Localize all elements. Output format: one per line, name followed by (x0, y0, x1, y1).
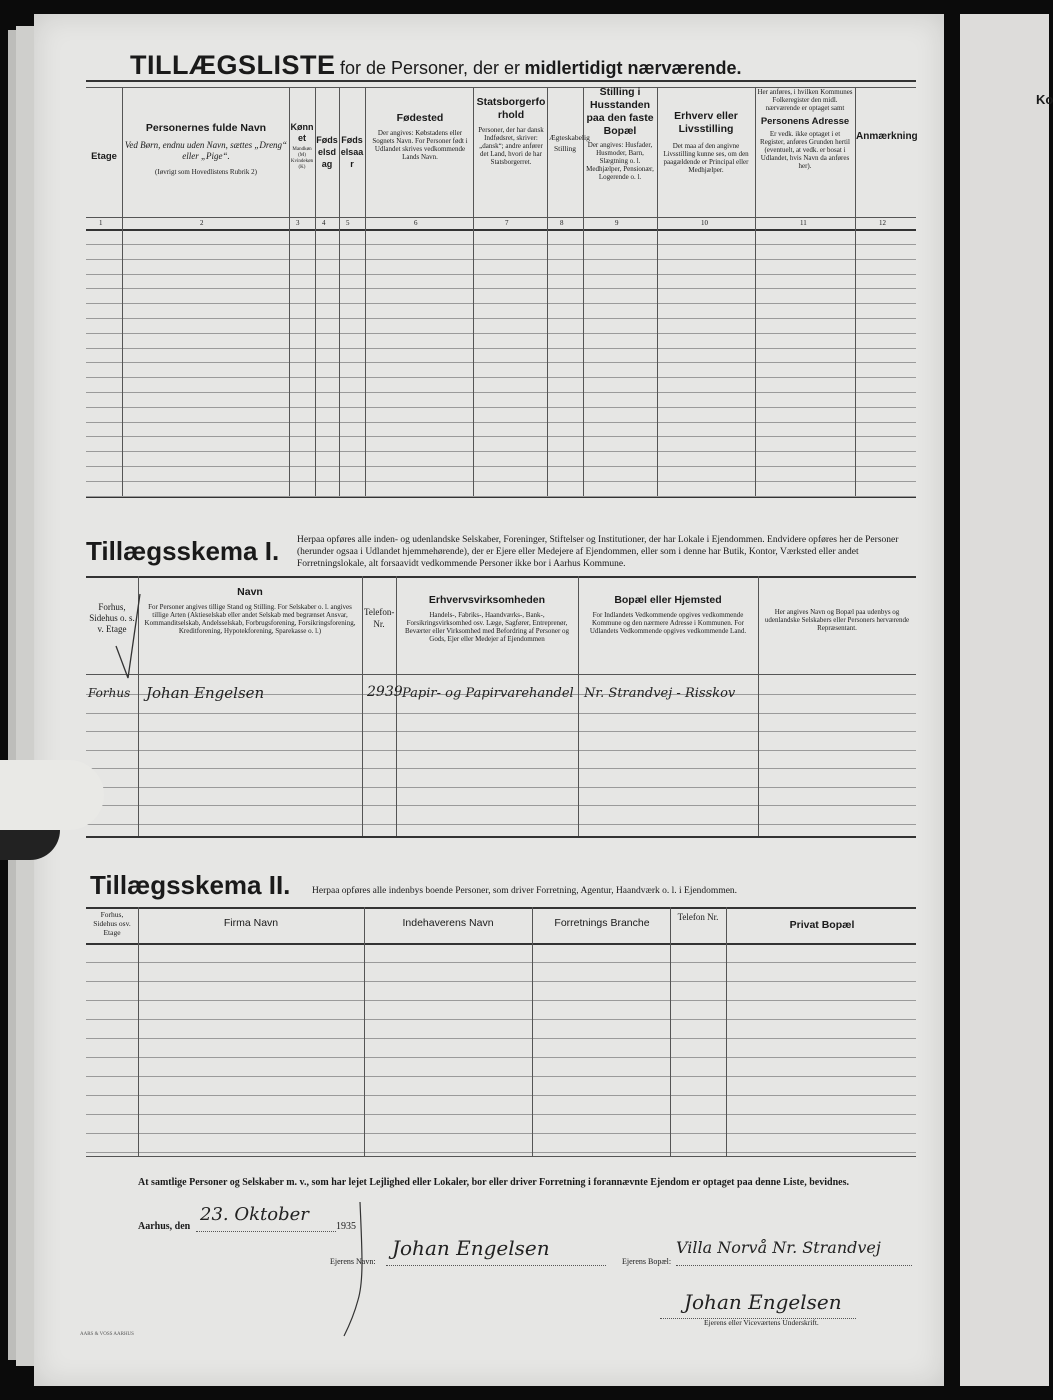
skema1-row-erhverv: Papir- og Papirvarehandel (402, 686, 574, 701)
skema1-col-navn-title: Navn (237, 586, 263, 598)
main-ruled-row (86, 259, 916, 260)
col-husstand-title: Stilling i Husstanden paa den faste Bopæl (586, 86, 654, 137)
skema2-top-rule (86, 907, 916, 909)
footer-date-hand: 23. Oktober (200, 1204, 309, 1225)
footer-owner-name-line (386, 1265, 606, 1266)
col-statsborger-desc: Personer, der har dansk Indfødsret, skriver: „dansk“; andre anfører det Land, hvori de har Statsborgerret. (478, 126, 544, 166)
skema1-col-bopael (580, 594, 756, 635)
col-adresse-header (757, 88, 853, 170)
col-erhverv-desc: Det maa af den angivne Livsstilling kunne ses, om den paagældende er Principal eller Medhjælper. (663, 142, 749, 174)
column-number: 7 (505, 219, 509, 227)
column-number: 3 (296, 219, 300, 227)
skema1-col-erhverv (398, 594, 576, 643)
skema1-row-telefon: 2939 (367, 684, 403, 700)
footer-signature-hand: Johan Engelsen (684, 1290, 842, 1314)
col-navn-title: Personernes fulde Navn (145, 122, 267, 134)
col-navn-desc2: (Iøvrigt som Hovedlistens Rubrik 2) (155, 168, 257, 176)
skema1-col-bopael-title: Bopæl eller Hjemsted (614, 594, 722, 606)
skema2-bottom-rule (86, 1156, 916, 1157)
skema1-column-divider (758, 576, 759, 836)
skema2-ruled-row (86, 1038, 916, 1039)
next-page-fragment: Ko (1036, 92, 1053, 107)
main-ruled-row (86, 362, 916, 363)
skema1-col-navn (140, 586, 360, 635)
main-ruled-row (86, 303, 916, 304)
printer-mark: AARS & VOSS AARHUS (80, 1332, 134, 1337)
skema1-ruled-row (86, 787, 916, 788)
skema2-col-etage: Forhus, Sidehus osv. Etage (93, 910, 131, 937)
skema1-column-divider (396, 576, 397, 836)
main-column-divider (122, 87, 123, 496)
main-ruled-row (86, 377, 916, 378)
main-ruled-row (86, 348, 916, 349)
column-number: 6 (414, 219, 418, 227)
skema2-title: Tillægsskema II. (90, 870, 291, 900)
main-ruled-row (86, 481, 916, 482)
col-fodested-title: Fødested (396, 112, 444, 124)
col-anmaerkning-header: Anmærkning (856, 131, 918, 142)
skema1-ruled-row (86, 768, 916, 769)
footer-owner-name-hand: Johan Engelsen (392, 1236, 550, 1260)
skema1-desc: Herpaa opføres alle inden- og udenlandske Selskaber, Foreninger, Stiftelser og Institutioner, der har Lokale i Ejendommen. Endvidere opføres her de Personer (herunder ogsaa i Udlandet hjemmehørende), der er Ejere eller Medejere af Ejendommen, eller som i denne har Butik, Kontor, Værksted eller andet Forretningslokale, alt forsaavidt vedkommende Personer ikke bor i Aarhus Kommune. (297, 535, 899, 569)
page-stack-edge-inner (16, 26, 34, 1366)
col-kon-desc: Mandkøn (M) Kvindekøn (K) (290, 147, 314, 170)
col-navn-desc: Ved Børn, endnu uden Navn, sættes „Dreng“ eller „Pige“. (124, 140, 288, 161)
skema2-ruled-row (86, 1133, 916, 1134)
col-fodselsdag-header: Fødselsdag (316, 135, 338, 169)
skema1-col-navn-desc: For Personer angives tillige Stand og Stilling. For Selskaber o. l. angives tillige Arten (Aktieselskab eller andet Selskab med begrænset Ansvar, Kommanditselskab, Andelsselskab, Forbrugsforening, Forsikringsforening, Kreditforening, Hypotekforening, Sparekasse o. l.) (144, 603, 356, 635)
skema2-ruled-row (86, 1095, 916, 1096)
skema1-col-repr-desc: Her angives Navn og Bopæl paa udenbys og udenlandske Selskabers eller Personers herværende Repræsentant. (764, 608, 910, 632)
skema2-ruled-row (86, 1019, 916, 1020)
col-aegteskab-header: Ægteskabelig Stilling (549, 133, 590, 153)
col-fodselsaar-header: Fødselsaar (340, 135, 364, 169)
footer-place: Aarhus, den (138, 1221, 191, 1232)
col-statsborger-header (476, 96, 546, 166)
skema2-col-firma: Firma Navn (223, 917, 279, 929)
skema2-col-indehaver: Indehaverens Navn (402, 917, 494, 929)
footer-owner-addr-line (676, 1265, 912, 1266)
footer-owner-addr-label: Ejerens Bopæl: (622, 1257, 672, 1266)
skema2-ruled-row (86, 981, 916, 982)
thumb-holding-page (0, 760, 104, 830)
skema1-ruled-row (86, 824, 916, 825)
skema2-col-branche: Forretnings Branche (554, 917, 650, 929)
skema2-column-divider (138, 907, 139, 1156)
col-fodested-header (368, 112, 472, 161)
footer-year: 1935 (336, 1221, 356, 1232)
skema2-ruled-row (86, 1114, 916, 1115)
skema1-bottom-rule (86, 836, 916, 838)
skema1-ruled-row (86, 731, 916, 732)
skema2-column-divider (532, 907, 533, 1156)
col-kon-header (290, 122, 314, 171)
main-title (130, 50, 742, 81)
footer-signature-label: Ejerens eller Viceværtens Underskrift. (704, 1318, 819, 1327)
skema1-col-erhverv-desc: Handels-, Fabriks-, Haandværks-, Bank-, Forsikringsvirksomhed osv. Læge, Sagfører, Entreprenør, Beværter eller Virksomhed med Befordring af Personer og Gods, Ejer eller Medejer af Ejendommen (404, 611, 570, 643)
column-number: 5 (346, 219, 350, 227)
main-ruled-row (86, 436, 916, 437)
skema2-desc: Herpaa opføres alle indenbys boende Personer, som driver Forretning, Agentur, Haandværk o. l. i Ejendommen. (312, 886, 738, 896)
skema1-column-divider (362, 576, 363, 836)
skema2-ruled-row (86, 1000, 916, 1001)
column-number: 1 (99, 219, 103, 227)
skema1-title: Tillægsskema I. (86, 536, 280, 566)
main-column-divider (547, 87, 548, 496)
main-title-bold: midlertidigt nærværende. (524, 58, 742, 78)
skema2-ruled-row (86, 1057, 916, 1058)
main-table-number-rule (86, 229, 916, 231)
main-ruled-row (86, 466, 916, 467)
col-fodested-desc: Der angives: Købstadens eller Sognets Navn. For Personer født i Udlandet skrives vedkommende Lands Navn. (372, 129, 468, 161)
column-number: 8 (560, 219, 564, 227)
skema2-header-rule (86, 943, 916, 945)
skema1-col-erhverv-title: Erhvervsvirksomheden (428, 594, 546, 606)
skema2-col-bopael: Privat Bopæl (789, 919, 855, 931)
col-navn-header (124, 122, 288, 176)
skema1-header-rule (86, 674, 916, 675)
col-adresse-title: Personens Adresse (760, 116, 850, 127)
main-table-top-rule (86, 80, 916, 82)
main-title-caps: TILLÆGSLISTE (130, 50, 336, 80)
skema1-ruled-row (86, 713, 916, 714)
main-table-header-rule (86, 217, 916, 218)
col-kon-title: Kønnet (290, 122, 314, 143)
skema2-col-telefon: Telefon Nr. (677, 912, 719, 922)
footer-owner-addr-hand: Villa Norvå Nr. Strandvej (676, 1238, 881, 1257)
skema1-col-etage: Forhus, Sidehus o. s. v. Etage (89, 602, 135, 634)
check-mark-icon (112, 586, 152, 696)
next-page-edge (960, 14, 1049, 1386)
main-ruled-row (86, 274, 916, 275)
main-title-rest: for de Personer, der er (339, 58, 521, 78)
col-statsborger-title: Statsborgerforhold (476, 96, 546, 121)
col-erhverv-header (660, 110, 752, 174)
main-ruled-row (86, 407, 916, 408)
main-ruled-row (86, 333, 916, 334)
main-ruled-row (86, 392, 916, 393)
skema1-col-repraesentant (762, 608, 912, 632)
skema1-ruled-row (86, 750, 916, 751)
main-column-divider (855, 87, 856, 496)
skema2-ruled-row (86, 1076, 916, 1077)
column-number: 9 (615, 219, 619, 227)
footer-statement: At samtlige Personer og Selskaber m. v., som har lejet Lejlighed eller Lokaler, bor eller driver Forretning i forannævnte Ejendom er optaget paa denne Liste, bevidnes. (138, 1177, 849, 1188)
skema2-ruled-row (86, 962, 916, 963)
main-ruled-row (86, 288, 916, 289)
column-number: 12 (879, 219, 886, 227)
column-number: 2 (200, 219, 204, 227)
main-ruled-row (86, 496, 916, 497)
skema1-top-rule (86, 576, 916, 578)
main-column-divider (657, 87, 658, 496)
main-column-divider (473, 87, 474, 496)
skema1-row-etage: Forhus (88, 686, 131, 700)
skema1-row-bopael: Nr. Strandvej - Risskov (584, 686, 736, 701)
skema1-column-divider (578, 576, 579, 836)
skema1-row-navn: Johan Engelsen (146, 684, 265, 702)
footer-owner-name-label: Ejerens Navn: (330, 1257, 376, 1266)
column-number: 11 (800, 219, 807, 227)
main-ruled-row (86, 318, 916, 319)
main-ruled-row (86, 422, 916, 423)
col-adresse-desc2: Er vedk. ikke optaget i et Register, anføres Grunden hertil (eventuelt, at vedk. er bosat i Udlandet, hvis Navn da anføres her). (760, 130, 850, 170)
skema2-column-divider (364, 907, 365, 1156)
col-husstand-desc: Der angives: Husfader, Husmoder, Barn, Slægtning o. l. Medhjælper, Pensionær, Logerende o. l. (586, 141, 654, 181)
main-column-divider (755, 87, 756, 496)
skema2-ruled-row (86, 1152, 916, 1153)
skema2-column-divider (670, 907, 671, 1156)
skema2-column-divider (726, 907, 727, 1156)
col-erhverv-title: Erhverv eller Livsstilling (674, 110, 738, 135)
footer-date-line (196, 1231, 336, 1232)
skema1-ruled-row (86, 805, 916, 806)
column-number: 10 (701, 219, 708, 227)
main-column-divider (365, 87, 366, 496)
pen-stroke-icon (340, 1200, 380, 1340)
skema1-col-telefon: Telefon-Nr. (364, 607, 395, 629)
main-ruled-row (86, 244, 916, 245)
main-ruled-row (86, 451, 916, 452)
column-number: 4 (322, 219, 326, 227)
col-etage-header: Etage (91, 151, 117, 162)
skema1-col-bopael-desc: For Indlandets Vedkommende opgives vedkommende Kommune og den nærmere Adresse i Kommunen. For Udlandets Vedkommende opgives vedkommende Land. (589, 611, 747, 635)
col-husstand-header (584, 86, 656, 181)
col-adresse-desc: Her anføres, i hvilken Kommunes Folkeregister den midl. nærværende er optaget samt (757, 88, 853, 112)
